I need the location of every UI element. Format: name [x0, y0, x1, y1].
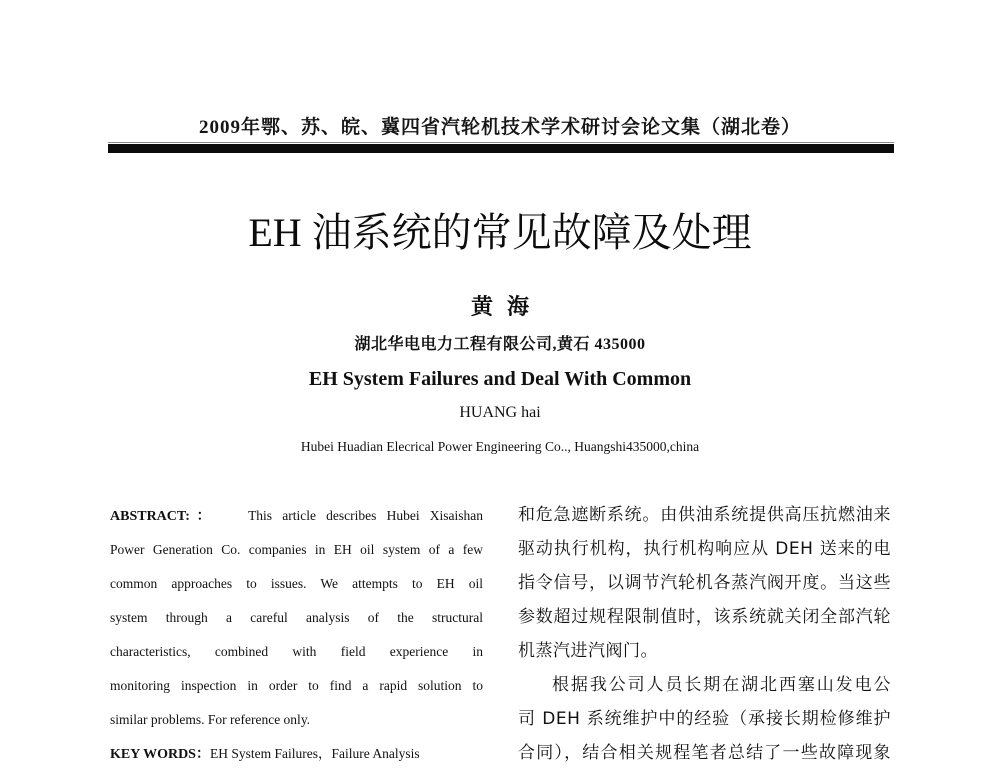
body-line: 驱动执行机构，执行机构响应从 DEH 送来的电 [518, 539, 891, 559]
abstract-line: characteristics, combined with field experience in [110, 644, 483, 659]
header-rule [108, 144, 894, 153]
keywords-label: KEY WORDS： [110, 747, 210, 762]
abstract-line [110, 503, 483, 537]
body-line: 司 DEH 系统维护中的经验（承接长期检修维护 [518, 709, 891, 729]
body-text-section [518, 501, 891, 773]
header-rule-thin [108, 142, 894, 143]
paper-title-english: EH System Failures and Deal With Common [308, 368, 692, 390]
abstract-line: common approaches to issues. We attempts to EH oil [110, 576, 483, 591]
abstract-label: ABSTRACT:： [110, 509, 218, 524]
body-line: 指令信号，以调节汽轮机各蒸汽阀开度。当这些 [518, 573, 891, 593]
keywords-text: EH System Failures，Failure Analysis [209, 746, 420, 761]
author-name-english: HUANG hai [459, 404, 541, 421]
body-line: 合同），结合相关规程笔者总结了一些故障现象 [518, 743, 891, 763]
body-line: 参数超过规程限制值时，该系统就关闭全部汽轮 [518, 607, 891, 627]
abstract-line: similar problems. For reference only. [110, 712, 311, 727]
running-header: 2009年鄂、苏、皖、冀四省汽轮机技术学术研讨会论文集（湖北卷） [198, 117, 801, 138]
abstract-line: monitoring inspection in order to find a rapid solution to [110, 678, 483, 693]
abstract-text: This article describes Hubei Xisaishan [248, 508, 483, 523]
author-name-chinese: 黄海 [470, 294, 543, 319]
affiliation-chinese: 湖北华电电力工程有限公司,黄石 435000 [354, 336, 646, 353]
paper-title-chinese: EH 油系统的常见故障及处理 [248, 210, 752, 255]
body-line: 机蒸汽进汽阀门。 [518, 641, 658, 661]
abstract-section [110, 503, 483, 771]
abstract-line: Power Generation Co. companies in EH oil system of a few [110, 542, 483, 557]
affiliation-english: Hubei Huadian Elecrical Power Engineering Co.., Huangshi435000,china [300, 439, 700, 454]
body-paragraph-start: 根据我公司人员长期在湖北西塞山发电公 [552, 675, 891, 695]
abstract-line: system through a careful analysis of the structural [110, 610, 483, 625]
keywords-line [110, 741, 483, 771]
body-line: 和危急遮断系统。由供油系统提供高压抗燃油来 [518, 505, 891, 525]
